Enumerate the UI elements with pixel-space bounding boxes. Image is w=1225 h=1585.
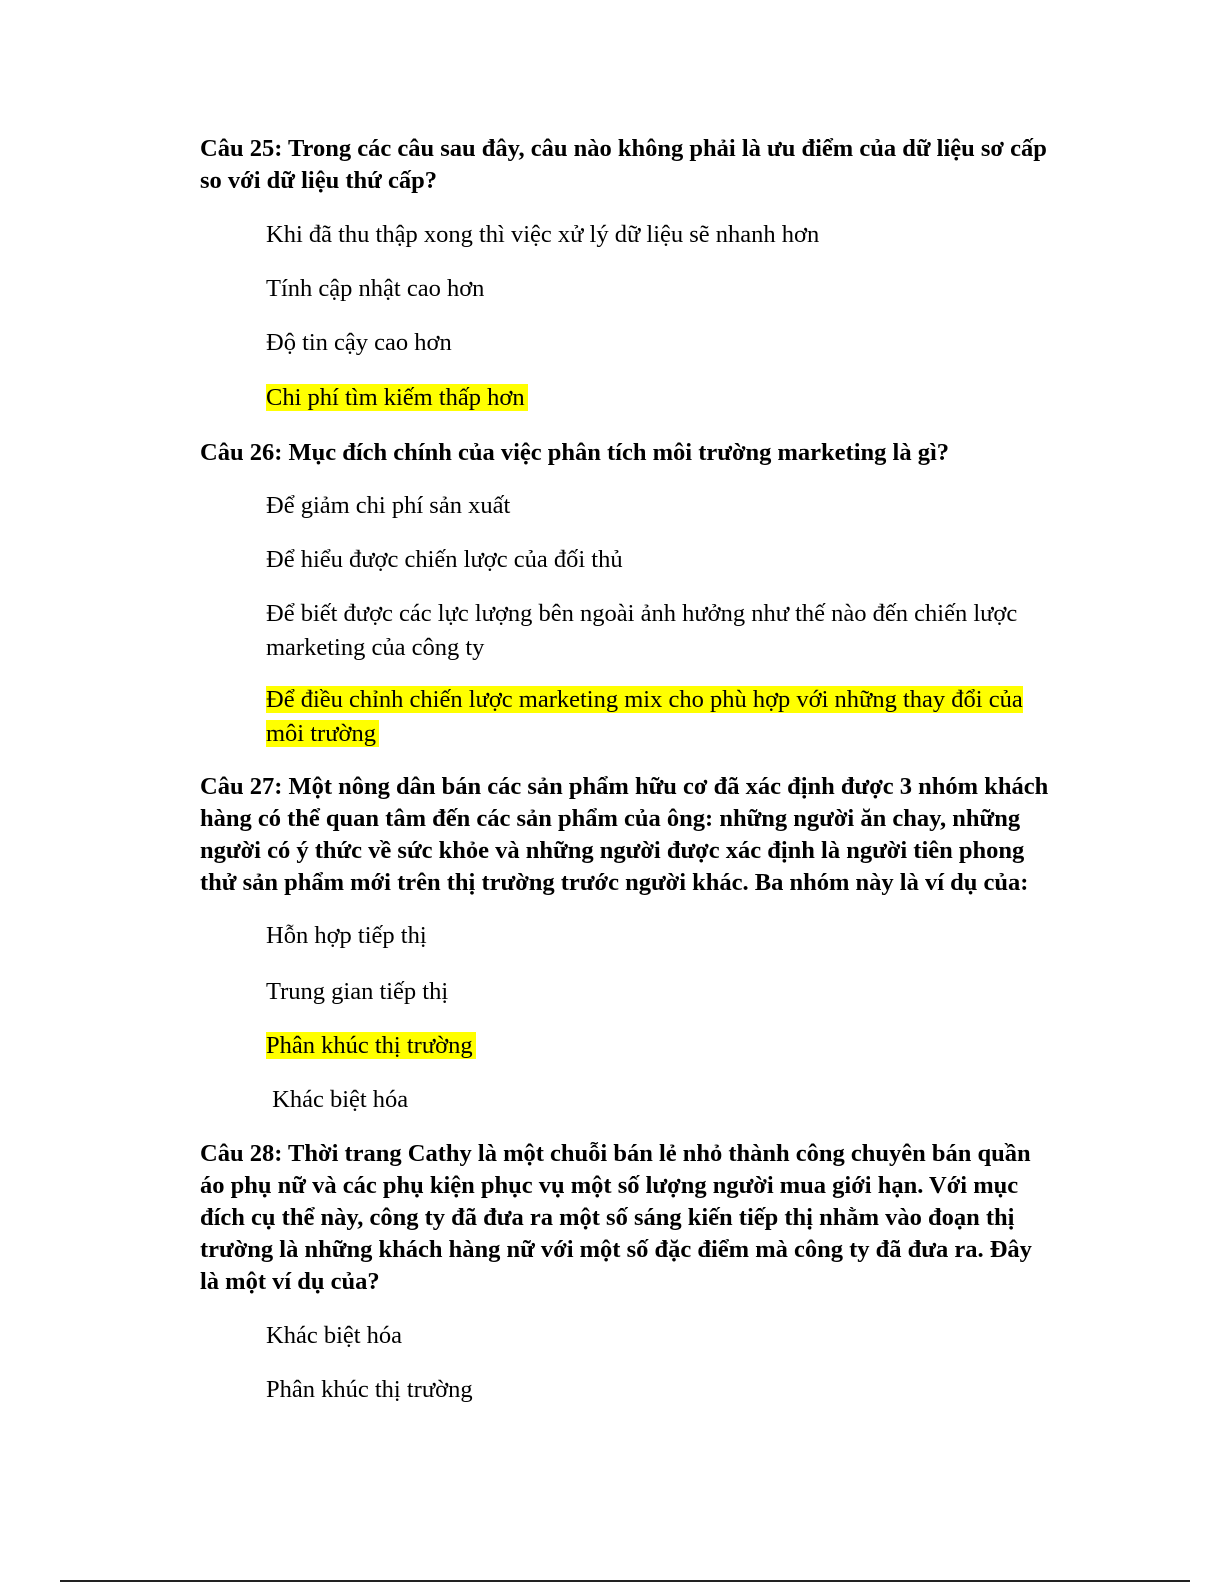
question-27-option-2: Trung gian tiếp thị [266,978,449,1005]
question-26-title: Câu 26: Mục đích chính của việc phân tích môi trường marketing là gì? [200,439,949,466]
question-27-option-3-answer [266,1029,1036,1063]
question-25-option-3: Độ tin cậy cao hơn [266,329,452,356]
question-25-option-4-answer [266,381,1036,415]
question-25-title: Câu 25: Trong các câu sau đây, câu nào không phải là ưu điểm của dữ liệu sơ cấp so với dữ liệu thứ cấp? [200,135,1047,194]
question-26-option-3: Để biết được các lực lượng bên ngoài ảnh hưởng như thế nào đến chiến lược marketing của công ty [266,600,1018,661]
question-25-option-2: Tính cập nhật cao hơn [266,275,485,302]
question-27-title: Câu 27: Một nông dân bán các sản phẩm hữu cơ đã xác định được 3 nhóm khách hàng có thể quan tâm đến các sản phẩm của ông: những người ăn chay, những người có ý thức về sức khỏe và những người được xác định là người tiên phong thử sản phẩm mới trên thị trường trước người khác. Ba nhóm này là ví dụ của: [200,773,1049,896]
question-27-option-4: Khác biệt hóa [266,1086,409,1113]
highlighted-answer: Phân khúc thị trường [266,1032,476,1059]
question-28-title: Câu 28: Thời trang Cathy là một chuỗi bán lẻ nhỏ thành công chuyên bán quần áo phụ nữ và các phụ kiện phục vụ một số lượng người mua giới hạn. Với mục đích cụ thể này, công ty đã đưa ra một số sáng kiến tiếp thị nhằm vào đoạn thị trường là những khách hàng nữ với một số đặc điểm mà công ty đã đưa ra. Đây là một ví dụ của? [200,1140,1032,1295]
question-26-option-2: Để hiểu được chiến lược của đối thủ [266,546,623,573]
question-28-option-1: Khác biệt hóa [266,1322,403,1349]
question-27-option-1: Hỗn hợp tiếp thị [266,922,427,949]
question-26-option-1: Để giảm chi phí sản xuất [266,492,511,519]
question-25-option-1: Khi đã thu thập xong thì việc xử lý dữ liệu sẽ nhanh hơn [266,221,820,248]
highlighted-answer: Chi phí tìm kiếm thấp hơn [266,384,528,411]
highlighted-answer: Để điều chỉnh chiến lược marketing mix cho phù hợp với những thay đổi của môi trường [266,686,1023,747]
question-26-option-4-answer [266,683,1036,751]
question-28-option-2: Phân khúc thị trường [266,1376,473,1403]
page-bottom-edge [60,1580,1190,1582]
